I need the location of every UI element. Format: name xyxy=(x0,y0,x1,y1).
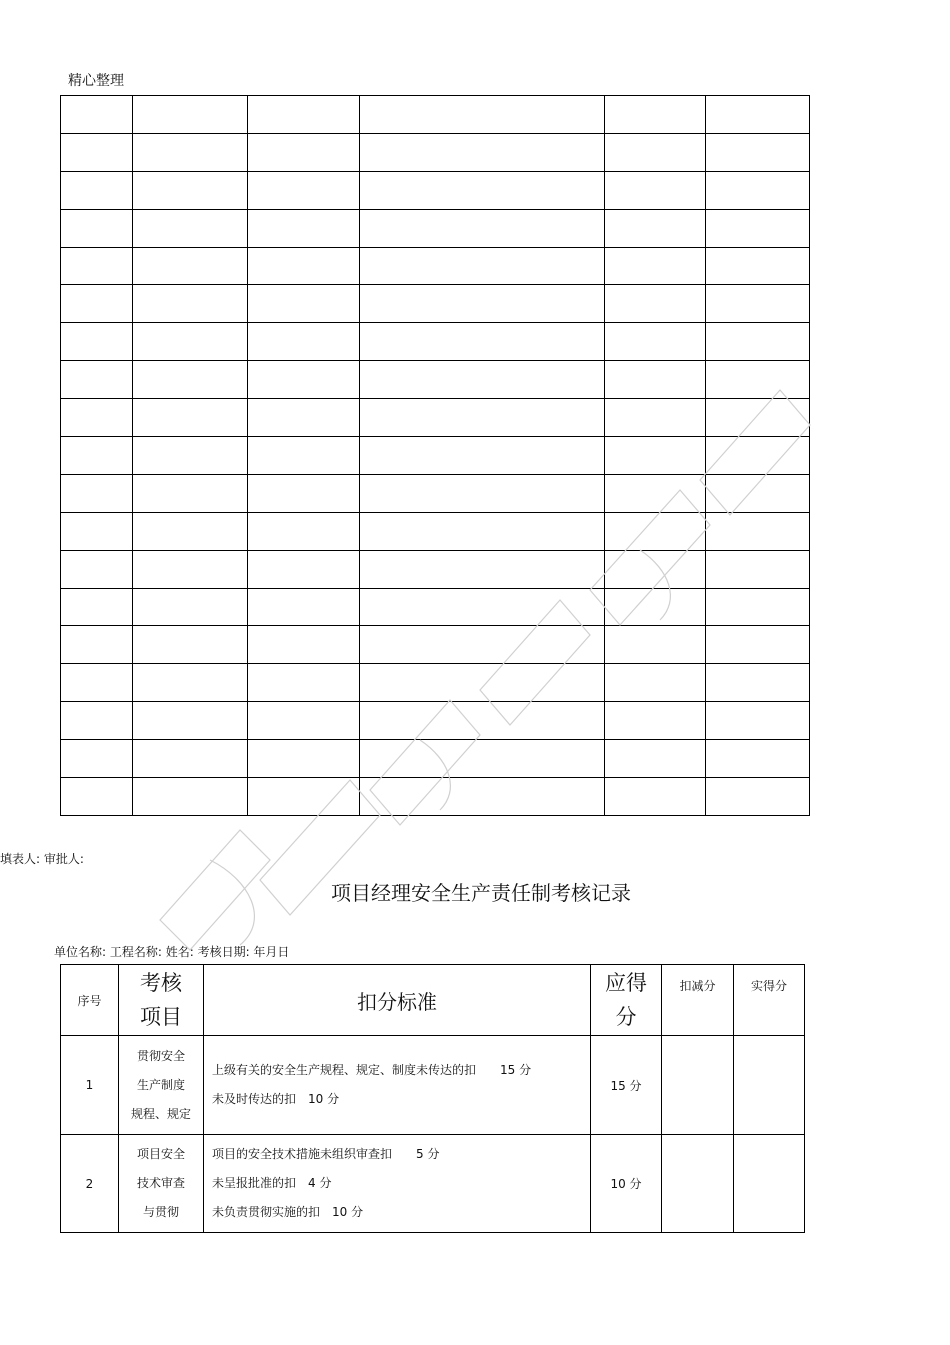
header-note: 精心整理 xyxy=(68,73,124,89)
row-actual[interactable] xyxy=(734,1036,805,1135)
blank-cell[interactable] xyxy=(605,740,706,778)
blank-cell[interactable] xyxy=(605,171,706,209)
blank-cell[interactable] xyxy=(360,626,605,664)
blank-cell[interactable] xyxy=(133,474,248,512)
blank-row xyxy=(61,133,810,171)
blank-cell[interactable] xyxy=(706,437,810,475)
blank-cell[interactable] xyxy=(248,209,360,247)
blank-cell[interactable] xyxy=(360,209,605,247)
blank-cell[interactable] xyxy=(706,588,810,626)
header-item xyxy=(119,965,204,1036)
header-due-score xyxy=(591,965,662,1036)
blank-cell[interactable] xyxy=(61,778,133,816)
blank-cell[interactable] xyxy=(133,171,248,209)
row-due-score: 15 分 xyxy=(591,1036,662,1135)
blank-cell[interactable] xyxy=(61,664,133,702)
blank-row xyxy=(61,512,810,550)
blank-cell[interactable] xyxy=(61,247,133,285)
criteria-line: 未及时传达的扣 10 分 xyxy=(212,1092,340,1106)
blank-cell[interactable] xyxy=(360,437,605,475)
blank-cell[interactable] xyxy=(605,96,706,134)
blank-cell[interactable] xyxy=(706,664,810,702)
blank-cell[interactable] xyxy=(605,399,706,437)
blank-row xyxy=(61,588,810,626)
blank-cell[interactable] xyxy=(133,664,248,702)
blank-cell[interactable] xyxy=(605,626,706,664)
blank-cell[interactable] xyxy=(360,740,605,778)
blank-cell[interactable] xyxy=(706,550,810,588)
header-actual: 实得分 xyxy=(734,965,805,1036)
blank-cell[interactable] xyxy=(360,550,605,588)
blank-row xyxy=(61,399,810,437)
blank-cell[interactable] xyxy=(360,247,605,285)
header-row xyxy=(61,965,805,1036)
blank-cell[interactable] xyxy=(605,702,706,740)
blank-cell[interactable] xyxy=(248,361,360,399)
blank-cell[interactable] xyxy=(605,588,706,626)
row-item-line: 贯彻安全 xyxy=(136,1048,185,1063)
blank-cell[interactable] xyxy=(605,550,706,588)
blank-row xyxy=(61,323,810,361)
blank-cell[interactable] xyxy=(706,323,810,361)
header-due-line2: 分 xyxy=(615,1005,637,1029)
blank-cell[interactable] xyxy=(706,778,810,816)
header-due-line1: 应得 xyxy=(605,971,647,995)
row-due-score: 10 分 xyxy=(591,1135,662,1233)
blank-row xyxy=(61,171,810,209)
row-seq: 1 xyxy=(61,1036,119,1135)
blank-cell[interactable] xyxy=(706,133,810,171)
blank-cell[interactable] xyxy=(133,437,248,475)
blank-cell[interactable] xyxy=(248,588,360,626)
blank-cell[interactable] xyxy=(61,550,133,588)
row-item-line: 规程、规定 xyxy=(130,1106,191,1121)
blank-row xyxy=(61,437,810,475)
blank-cell[interactable] xyxy=(61,512,133,550)
header-seq: 序号 xyxy=(61,965,119,1036)
blank-cell[interactable] xyxy=(133,209,248,247)
blank-cell[interactable] xyxy=(706,171,810,209)
blank-row xyxy=(61,361,810,399)
blank-cell[interactable] xyxy=(248,702,360,740)
blank-cell[interactable] xyxy=(706,512,810,550)
blank-row xyxy=(61,702,810,740)
blank-cell[interactable] xyxy=(133,96,248,134)
blank-cell[interactable] xyxy=(248,512,360,550)
blank-cell[interactable] xyxy=(133,778,248,816)
blank-cell[interactable] xyxy=(360,285,605,323)
blank-cell[interactable] xyxy=(61,588,133,626)
blank-cell[interactable] xyxy=(360,778,605,816)
blank-cell[interactable] xyxy=(706,96,810,134)
blank-row xyxy=(61,778,810,816)
blank-cell[interactable] xyxy=(360,474,605,512)
row-deduct[interactable] xyxy=(662,1135,734,1233)
blank-cell[interactable] xyxy=(706,285,810,323)
blank-cell[interactable] xyxy=(706,474,810,512)
blank-cell[interactable] xyxy=(360,171,605,209)
header-criteria: 扣分标准 xyxy=(204,965,591,1036)
blank-cell[interactable] xyxy=(360,588,605,626)
blank-cell[interactable] xyxy=(605,512,706,550)
blank-cell[interactable] xyxy=(61,474,133,512)
blank-cell[interactable] xyxy=(133,361,248,399)
blank-cell[interactable] xyxy=(248,740,360,778)
blank-cell[interactable] xyxy=(133,512,248,550)
blank-cell[interactable] xyxy=(360,96,605,134)
blank-cell[interactable] xyxy=(360,399,605,437)
blank-cell[interactable] xyxy=(706,702,810,740)
header-item-line2: 项目 xyxy=(140,1005,182,1029)
criteria-line: 未负责贯彻实施的扣 10 分 xyxy=(212,1205,364,1219)
blank-cell[interactable] xyxy=(61,740,133,778)
blank-cell[interactable] xyxy=(360,664,605,702)
blank-cell[interactable] xyxy=(133,323,248,361)
blank-row xyxy=(61,626,810,664)
blank-cell[interactable] xyxy=(61,323,133,361)
blank-cell[interactable] xyxy=(61,285,133,323)
blank-row xyxy=(61,247,810,285)
blank-cell[interactable] xyxy=(248,399,360,437)
blank-cell[interactable] xyxy=(133,550,248,588)
row-deduct[interactable] xyxy=(662,1036,734,1135)
blank-cell[interactable] xyxy=(133,626,248,664)
blank-row xyxy=(61,285,810,323)
blank-row xyxy=(61,474,810,512)
table-row xyxy=(61,1135,805,1233)
blank-cell[interactable] xyxy=(248,550,360,588)
blank-cell[interactable] xyxy=(605,437,706,475)
blank-cell[interactable] xyxy=(605,209,706,247)
blank-cell[interactable] xyxy=(61,96,133,134)
blank-cell[interactable] xyxy=(706,361,810,399)
blank-cell[interactable] xyxy=(706,209,810,247)
blank-cell[interactable] xyxy=(248,285,360,323)
blank-cell[interactable] xyxy=(61,702,133,740)
blank-cell[interactable] xyxy=(360,361,605,399)
blank-cell[interactable] xyxy=(61,626,133,664)
blank-cell[interactable] xyxy=(133,285,248,323)
row-criteria xyxy=(204,1135,591,1233)
row-item-line: 与贯彻 xyxy=(142,1205,179,1219)
row-item xyxy=(119,1135,204,1233)
row-criteria xyxy=(204,1036,591,1135)
blank-cell[interactable] xyxy=(133,702,248,740)
header-deduct: 扣减分 xyxy=(662,965,734,1036)
blank-cell[interactable] xyxy=(605,247,706,285)
blank-cell[interactable] xyxy=(706,399,810,437)
blank-cell[interactable] xyxy=(248,171,360,209)
blank-cell[interactable] xyxy=(605,133,706,171)
blank-cell[interactable] xyxy=(605,361,706,399)
blank-cell[interactable] xyxy=(248,247,360,285)
blank-row xyxy=(61,96,810,134)
blank-cell[interactable] xyxy=(248,474,360,512)
blank-cell[interactable] xyxy=(248,133,360,171)
blank-cell[interactable] xyxy=(248,323,360,361)
criteria-line: 项目的安全技术措施未组织审查扣 5 分 xyxy=(212,1147,440,1161)
blank-cell[interactable] xyxy=(61,209,133,247)
blank-cell[interactable] xyxy=(61,133,133,171)
blank-cell[interactable] xyxy=(706,740,810,778)
blank-row xyxy=(61,664,810,702)
row-item-line: 技术审查 xyxy=(136,1176,185,1190)
blank-cell[interactable] xyxy=(61,361,133,399)
criteria-line: 未呈报批准的扣 4 分 xyxy=(212,1176,332,1190)
blank-cell[interactable] xyxy=(360,702,605,740)
row-item-line: 生产制度 xyxy=(136,1077,185,1092)
blank-cell[interactable] xyxy=(133,740,248,778)
blank-cell[interactable] xyxy=(248,664,360,702)
row-actual[interactable] xyxy=(734,1135,805,1233)
table-row xyxy=(61,1036,805,1135)
blank-cell[interactable] xyxy=(248,96,360,134)
document-title: 项目经理安全生产责任制考核记录 xyxy=(331,881,631,905)
blank-cell[interactable] xyxy=(605,664,706,702)
blank-cell[interactable] xyxy=(133,247,248,285)
blank-cell[interactable] xyxy=(360,323,605,361)
blank-cell[interactable] xyxy=(133,588,248,626)
blank-cell[interactable] xyxy=(61,399,133,437)
blank-cell[interactable] xyxy=(605,474,706,512)
blank-cell[interactable] xyxy=(248,437,360,475)
blank-cell[interactable] xyxy=(133,399,248,437)
blank-row xyxy=(61,740,810,778)
blank-cell[interactable] xyxy=(61,171,133,209)
blank-cell[interactable] xyxy=(605,323,706,361)
blank-row xyxy=(61,550,810,588)
row-item xyxy=(119,1036,204,1135)
assessment-table xyxy=(60,964,805,1233)
blank-cell[interactable] xyxy=(360,512,605,550)
blank-record-table xyxy=(60,95,810,816)
criteria-line: 上级有关的安全生产规程、规定、制度未传达的扣 15 分 xyxy=(212,1063,532,1077)
row-item-line: 项目安全 xyxy=(136,1147,185,1161)
blank-cell[interactable] xyxy=(605,778,706,816)
blank-cell[interactable] xyxy=(706,626,810,664)
filler-approver-line: 填表人: 审批人: xyxy=(0,852,84,866)
blank-row xyxy=(61,209,810,247)
blank-cell[interactable] xyxy=(605,285,706,323)
row-seq: 2 xyxy=(61,1135,119,1233)
blank-cell[interactable] xyxy=(133,133,248,171)
blank-cell[interactable] xyxy=(248,626,360,664)
blank-cell[interactable] xyxy=(61,437,133,475)
blank-cell[interactable] xyxy=(248,778,360,816)
info-line: 单位名称: 工程名称: 姓名: 考核日期: 年月日 xyxy=(54,945,290,959)
header-item-line1: 考核 xyxy=(140,971,182,995)
blank-cell[interactable] xyxy=(706,247,810,285)
blank-cell[interactable] xyxy=(360,133,605,171)
